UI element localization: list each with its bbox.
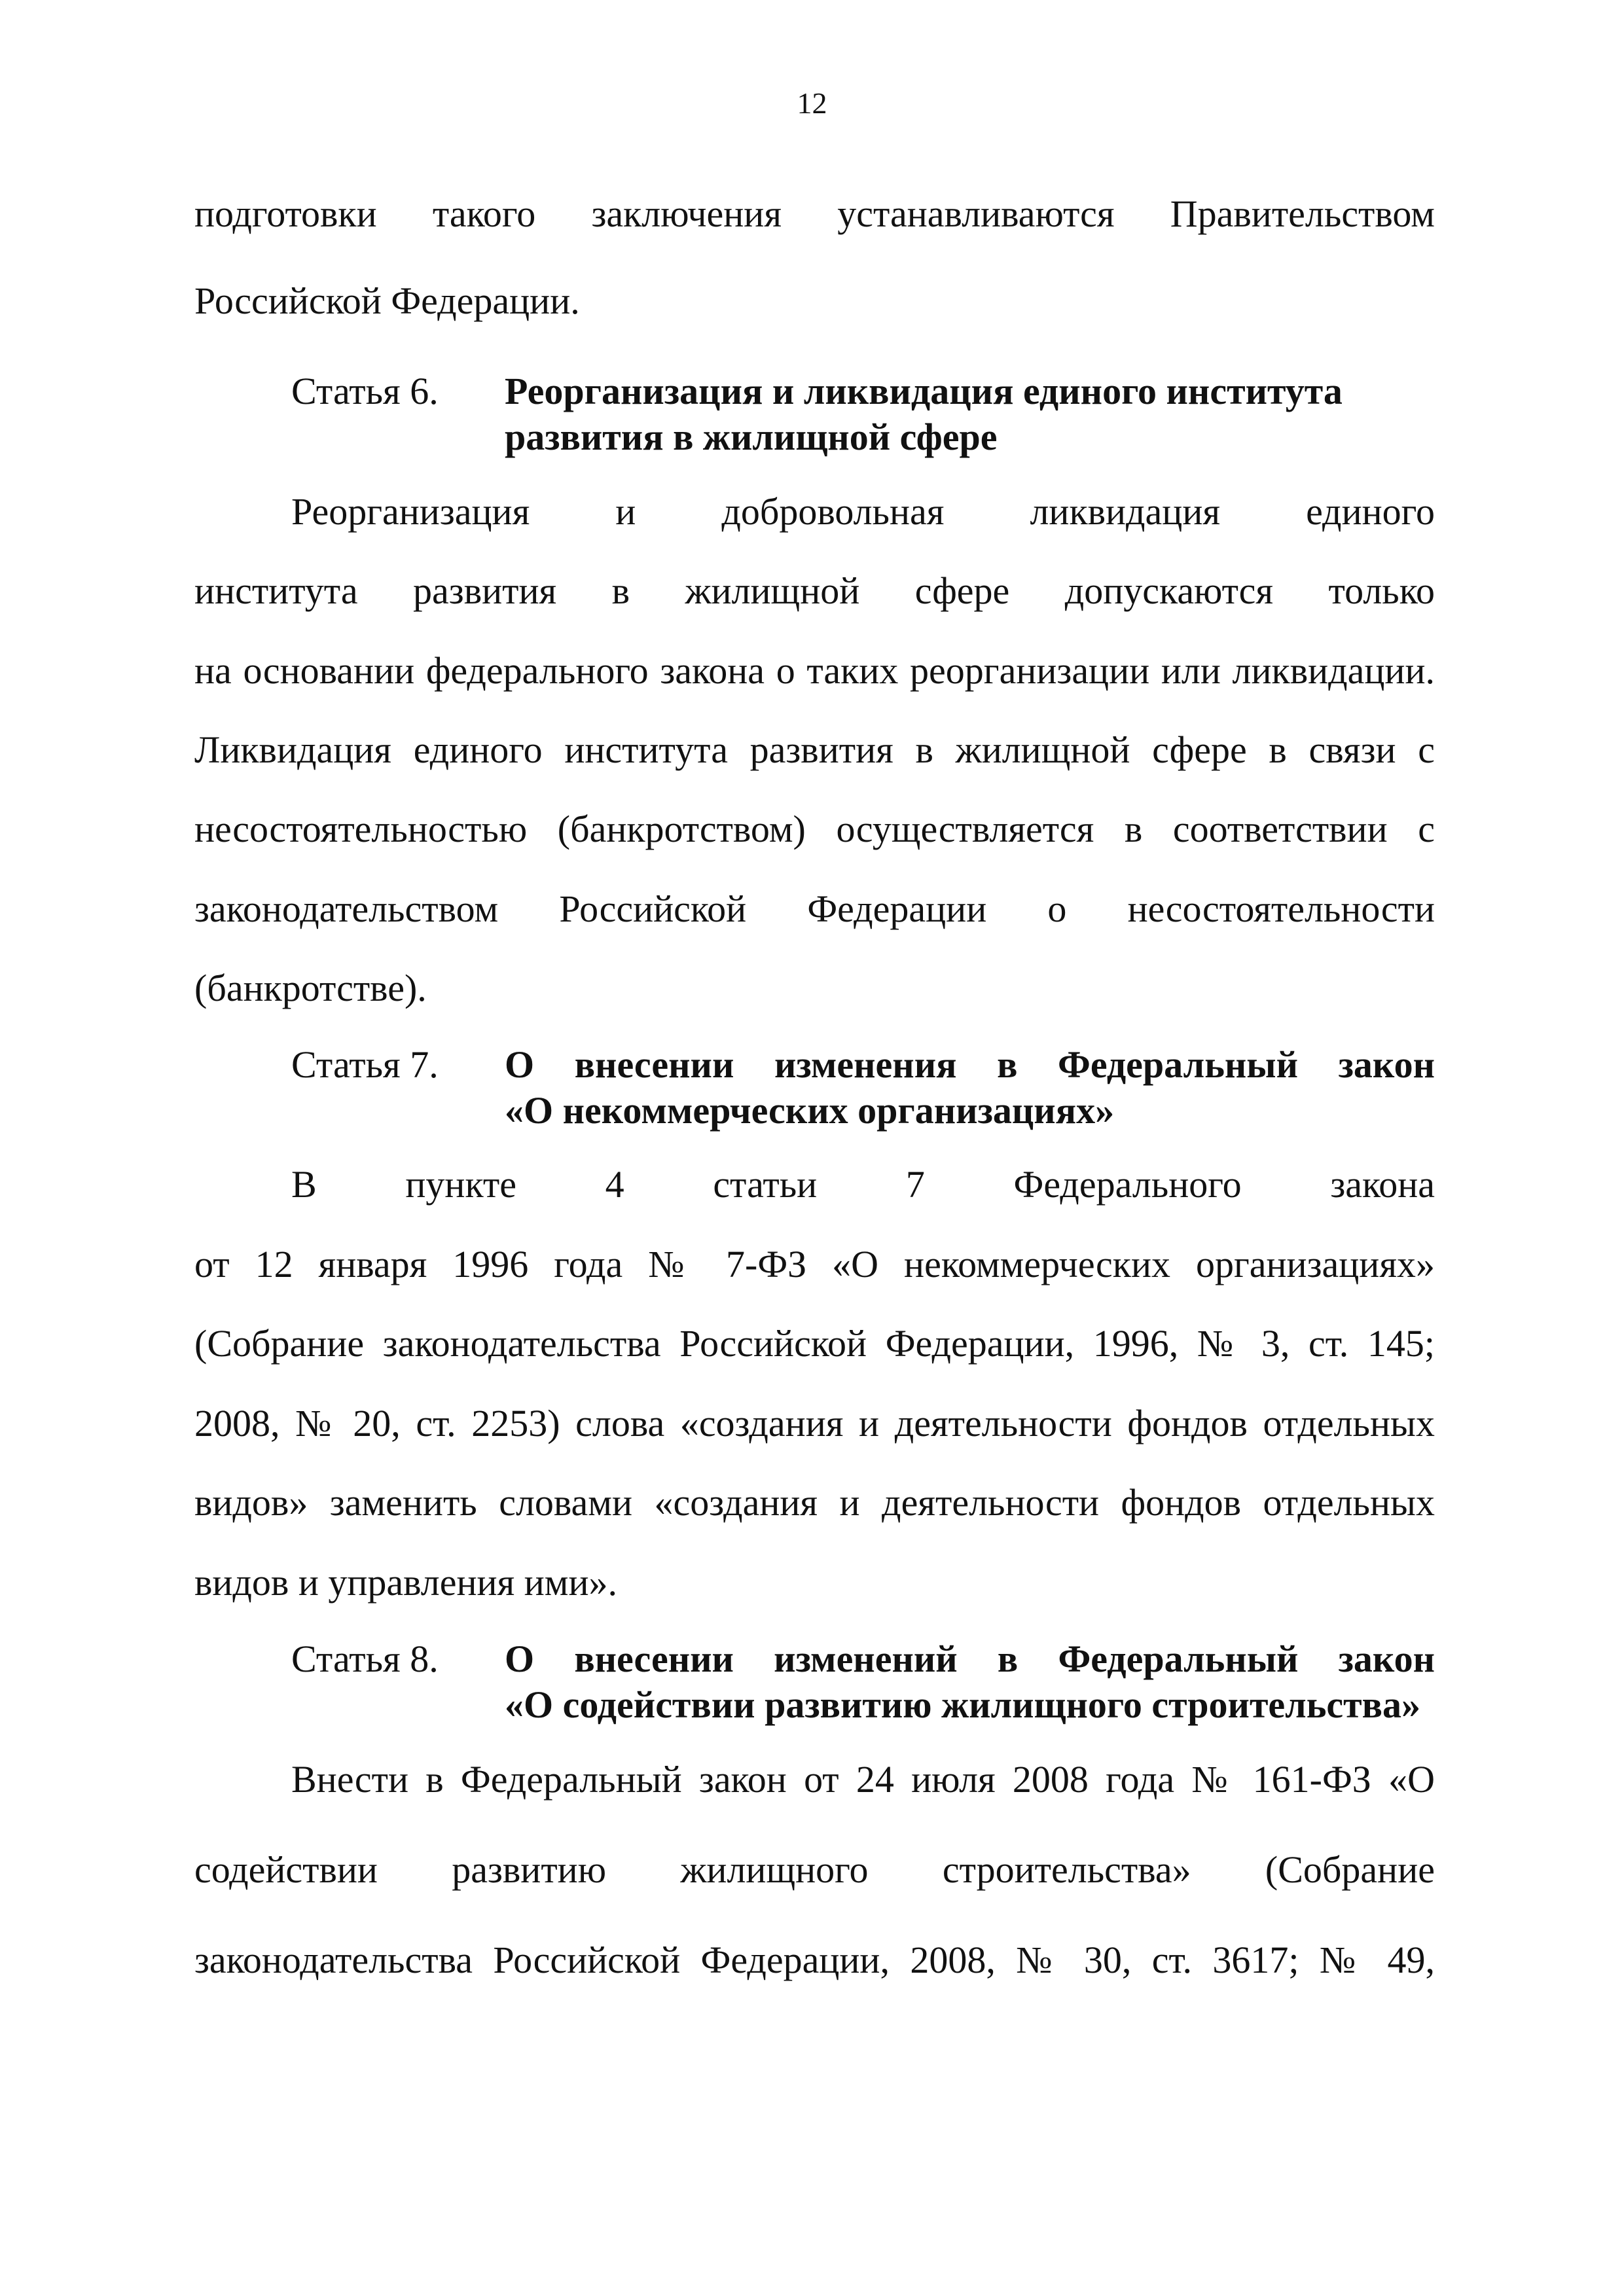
article-6-line: на основании федерального закона о таких реорганизации или ликвидации. <box>194 649 1435 692</box>
article-7-line: (Собрание законодательства Российской Федерации, 1996, № 3, ст. 145; <box>194 1322 1435 1365</box>
article-8-label: Статья 8. <box>291 1638 439 1680</box>
article-8-line: содействии развитию жилищного строительства» (Собрание <box>194 1848 1435 1891</box>
article-7-line: видов» заменить словами «создания и деятельности фондов отдельных <box>194 1481 1435 1524</box>
article-7-line: видов и управления ими». <box>194 1561 617 1604</box>
article-6-line: несостоятельностью (банкротством) осуществляется в соответствии с <box>194 808 1435 850</box>
article-7-line: от 12 января 1996 года № 7-ФЗ «О некоммерческих организациях» <box>194 1243 1435 1285</box>
page-number: 12 <box>797 86 827 120</box>
article-7-label: Статья 7. <box>291 1043 439 1086</box>
article-7-title-line: «О некоммерческих организациях» <box>505 1089 1115 1132</box>
article-8-title-line: «О содействии развитию жилищного строительства» <box>505 1683 1420 1726</box>
article-6-line: (банкротстве). <box>194 967 427 1009</box>
article-6-line: института развития в жилищной сфере допускаются только <box>194 569 1435 612</box>
article-6-line: Ликвидация единого института развития в жилищной сфере в связи с <box>194 728 1435 771</box>
article-6-line: Реорганизация и добровольная ликвидация единого <box>291 490 1435 533</box>
article-6-label: Статья 6. <box>291 370 439 412</box>
article-7-line: В пункте 4 статьи 7 Федерального закона <box>291 1163 1435 1206</box>
paragraph-line: подготовки такого заключения устанавливаются Правительством <box>194 192 1435 235</box>
article-8-line: законодательства Российской Федерации, 2008, № 30, ст. 3617; № 49, <box>194 1939 1435 1981</box>
paragraph-line: Российской Федерации. <box>194 279 580 322</box>
article-7-line: 2008, № 20, ст. 2253) слова «создания и деятельности фондов отдельных <box>194 1402 1435 1444</box>
article-6-title-line: Реорганизация и ликвидация единого института <box>505 370 1343 412</box>
article-6-line: законодательством Российской Федерации о несостоятельности <box>194 888 1435 930</box>
article-8-line: Внести в Федеральный закон от 24 июля 2008 года № 161-ФЗ «О <box>291 1758 1435 1801</box>
article-8-title-line: О внесении изменений в Федеральный закон <box>505 1638 1435 1680</box>
article-7-title-line: О внесении изменения в Федеральный закон <box>505 1043 1435 1086</box>
article-6-title-line: развития в жилищной сфере <box>505 416 998 458</box>
